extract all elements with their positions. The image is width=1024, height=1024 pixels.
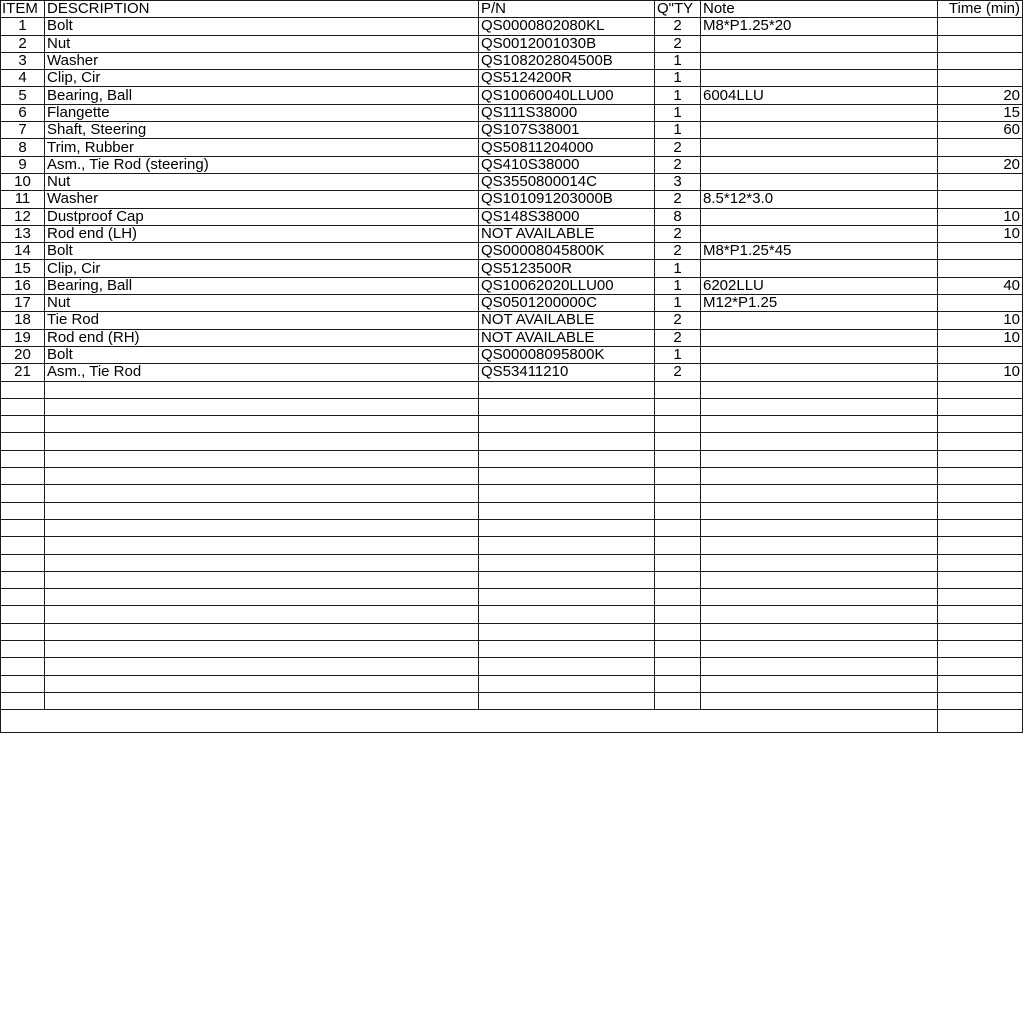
quantity-cell: [655, 468, 701, 485]
time-cell: [938, 606, 1023, 623]
note-cell: [701, 35, 938, 52]
item-cell: 3: [1, 52, 45, 69]
table-row: [1, 104, 1023, 121]
footer-row: [1, 710, 1023, 733]
table-row: [1, 122, 1023, 139]
item-cell: 19: [1, 329, 45, 346]
quantity-cell: [655, 675, 701, 692]
item-cell: [1, 502, 45, 519]
table-row: [1, 70, 1023, 87]
note-cell: [701, 571, 938, 588]
description-cell: [45, 485, 479, 502]
quantity-cell: 2: [655, 156, 701, 173]
table-row: [1, 191, 1023, 208]
part-number-cell: QS10060040LLU00: [479, 87, 655, 104]
part-number-cell: [479, 571, 655, 588]
header-row: [1, 1, 1023, 18]
part-number-cell: [479, 640, 655, 657]
table-row: [1, 87, 1023, 104]
note-cell: 6004LLU: [701, 87, 938, 104]
part-number-cell: QS00008045800K: [479, 243, 655, 260]
item-cell: [1, 468, 45, 485]
quantity-cell: 2: [655, 364, 701, 381]
description-cell: [45, 502, 479, 519]
part-number-cell: QS53411210: [479, 364, 655, 381]
time-cell: [938, 70, 1023, 87]
item-cell: [1, 485, 45, 502]
quantity-cell: [655, 640, 701, 657]
table-body: [1, 18, 1023, 710]
part-number-cell: QS0012001030B: [479, 35, 655, 52]
time-cell: [938, 398, 1023, 415]
empty-table-row: [1, 589, 1023, 606]
empty-table-row: [1, 537, 1023, 554]
note-cell: 8.5*12*3.0: [701, 191, 938, 208]
note-cell: [701, 416, 938, 433]
item-cell: 20: [1, 346, 45, 363]
description-cell: [45, 554, 479, 571]
note-cell: [701, 692, 938, 709]
table-row: [1, 260, 1023, 277]
part-number-cell: [479, 537, 655, 554]
note-cell: [701, 70, 938, 87]
quantity-cell: 1: [655, 122, 701, 139]
part-number-cell: [479, 606, 655, 623]
item-cell: 12: [1, 208, 45, 225]
item-cell: 10: [1, 173, 45, 190]
description-cell: [45, 433, 479, 450]
item-cell: [1, 606, 45, 623]
description-cell: [45, 416, 479, 433]
description-cell: Tie Rod: [45, 312, 479, 329]
time-cell: [938, 502, 1023, 519]
table-row: [1, 139, 1023, 156]
description-cell: Flangette: [45, 104, 479, 121]
header-item: ITEM: [1, 1, 45, 18]
quantity-cell: [655, 658, 701, 675]
part-number-cell: [479, 589, 655, 606]
time-cell: 10: [938, 364, 1023, 381]
time-cell: [938, 692, 1023, 709]
note-cell: [701, 312, 938, 329]
time-cell: [938, 675, 1023, 692]
note-cell: M12*P1.25: [701, 295, 938, 312]
time-cell: 10: [938, 329, 1023, 346]
time-cell: [938, 243, 1023, 260]
table-row: [1, 312, 1023, 329]
description-cell: Bearing, Ball: [45, 87, 479, 104]
item-cell: [1, 658, 45, 675]
item-cell: [1, 554, 45, 571]
description-cell: Rod end (LH): [45, 225, 479, 242]
quantity-cell: 1: [655, 87, 701, 104]
description-cell: Trim, Rubber: [45, 139, 479, 156]
part-number-cell: QS0000802080KL: [479, 18, 655, 35]
item-cell: [1, 398, 45, 415]
time-cell: [938, 52, 1023, 69]
time-cell: [938, 35, 1023, 52]
note-cell: [701, 589, 938, 606]
note-cell: [701, 537, 938, 554]
quantity-cell: [655, 519, 701, 536]
item-cell: 18: [1, 312, 45, 329]
note-cell: [701, 485, 938, 502]
item-cell: 9: [1, 156, 45, 173]
item-cell: 1: [1, 18, 45, 35]
empty-table-row: [1, 571, 1023, 588]
header-time: Time (min): [938, 1, 1023, 18]
note-cell: M8*P1.25*45: [701, 243, 938, 260]
part-number-cell: [479, 519, 655, 536]
time-cell: [938, 589, 1023, 606]
time-cell: [938, 433, 1023, 450]
part-number-cell: [479, 675, 655, 692]
note-cell: [701, 658, 938, 675]
item-cell: [1, 519, 45, 536]
header-description: DESCRIPTION: [45, 1, 479, 18]
note-cell: [701, 173, 938, 190]
item-cell: [1, 537, 45, 554]
item-cell: [1, 692, 45, 709]
quantity-cell: 2: [655, 18, 701, 35]
time-cell: [938, 295, 1023, 312]
quantity-cell: [655, 554, 701, 571]
note-cell: [701, 502, 938, 519]
description-cell: Washer: [45, 191, 479, 208]
empty-table-row: [1, 433, 1023, 450]
item-cell: 17: [1, 295, 45, 312]
time-cell: [938, 571, 1023, 588]
quantity-cell: [655, 485, 701, 502]
footer-total-cell: [938, 710, 1023, 733]
note-cell: [701, 623, 938, 640]
quantity-cell: 2: [655, 243, 701, 260]
quantity-cell: 2: [655, 329, 701, 346]
time-cell: 15: [938, 104, 1023, 121]
description-cell: [45, 519, 479, 536]
part-number-cell: QS148S38000: [479, 208, 655, 225]
quantity-cell: [655, 381, 701, 398]
quantity-cell: 1: [655, 52, 701, 69]
description-cell: [45, 623, 479, 640]
time-cell: [938, 416, 1023, 433]
table-row: [1, 52, 1023, 69]
part-number-cell: [479, 416, 655, 433]
table-row: [1, 277, 1023, 294]
part-number-cell: [479, 658, 655, 675]
note-cell: [701, 104, 938, 121]
note-cell: [701, 208, 938, 225]
part-number-cell: NOT AVAILABLE: [479, 225, 655, 242]
part-number-cell: [479, 623, 655, 640]
part-number-cell: [479, 554, 655, 571]
item-cell: [1, 433, 45, 450]
empty-table-row: [1, 502, 1023, 519]
quantity-cell: [655, 623, 701, 640]
quantity-cell: [655, 589, 701, 606]
part-number-cell: [479, 468, 655, 485]
part-number-cell: [479, 692, 655, 709]
quantity-cell: [655, 537, 701, 554]
table-row: [1, 243, 1023, 260]
description-cell: Shaft, Steering: [45, 122, 479, 139]
time-cell: 20: [938, 156, 1023, 173]
description-cell: Washer: [45, 52, 479, 69]
description-cell: [45, 571, 479, 588]
description-cell: [45, 589, 479, 606]
part-number-cell: QS10062020LLU00: [479, 277, 655, 294]
quantity-cell: 1: [655, 260, 701, 277]
note-cell: [701, 519, 938, 536]
part-number-cell: [479, 450, 655, 467]
note-cell: [701, 225, 938, 242]
item-cell: 2: [1, 35, 45, 52]
quantity-cell: [655, 606, 701, 623]
header-part-number: P/N: [479, 1, 655, 18]
item-cell: [1, 589, 45, 606]
time-cell: [938, 260, 1023, 277]
table-row: [1, 364, 1023, 381]
item-cell: 16: [1, 277, 45, 294]
empty-table-row: [1, 468, 1023, 485]
note-cell: [701, 398, 938, 415]
empty-table-row: [1, 640, 1023, 657]
note-cell: [701, 139, 938, 156]
time-cell: [938, 450, 1023, 467]
note-cell: [701, 450, 938, 467]
quantity-cell: [655, 433, 701, 450]
note-cell: [701, 329, 938, 346]
time-cell: [938, 139, 1023, 156]
description-cell: Bolt: [45, 243, 479, 260]
description-cell: Asm., Tie Rod: [45, 364, 479, 381]
empty-table-row: [1, 675, 1023, 692]
quantity-cell: [655, 502, 701, 519]
time-cell: [938, 18, 1023, 35]
item-cell: 4: [1, 70, 45, 87]
table-row: [1, 295, 1023, 312]
quantity-cell: 2: [655, 191, 701, 208]
part-number-cell: QS111S38000: [479, 104, 655, 121]
note-cell: [701, 606, 938, 623]
empty-table-row: [1, 381, 1023, 398]
time-cell: [938, 468, 1023, 485]
time-cell: [938, 658, 1023, 675]
quantity-cell: 2: [655, 312, 701, 329]
note-cell: [701, 364, 938, 381]
time-cell: [938, 640, 1023, 657]
quantity-cell: 1: [655, 104, 701, 121]
time-cell: [938, 346, 1023, 363]
item-cell: [1, 623, 45, 640]
note-cell: [701, 554, 938, 571]
part-number-cell: [479, 381, 655, 398]
item-cell: 15: [1, 260, 45, 277]
part-number-cell: NOT AVAILABLE: [479, 312, 655, 329]
part-number-cell: QS0501200000C: [479, 295, 655, 312]
item-cell: 13: [1, 225, 45, 242]
part-number-cell: QS5124200R: [479, 70, 655, 87]
quantity-cell: [655, 571, 701, 588]
header-note: Note: [701, 1, 938, 18]
time-cell: [938, 537, 1023, 554]
description-cell: [45, 381, 479, 398]
part-number-cell: [479, 433, 655, 450]
quantity-cell: 1: [655, 295, 701, 312]
part-number-cell: QS107S38001: [479, 122, 655, 139]
note-cell: [701, 468, 938, 485]
empty-table-row: [1, 450, 1023, 467]
part-number-cell: NOT AVAILABLE: [479, 329, 655, 346]
quantity-cell: 2: [655, 225, 701, 242]
quantity-cell: 2: [655, 139, 701, 156]
empty-table-row: [1, 658, 1023, 675]
header-quantity: Q"TY: [655, 1, 701, 18]
note-cell: [701, 156, 938, 173]
description-cell: [45, 692, 479, 709]
quantity-cell: [655, 398, 701, 415]
description-cell: [45, 468, 479, 485]
description-cell: Nut: [45, 295, 479, 312]
description-cell: Clip, Cir: [45, 70, 479, 87]
quantity-cell: 2: [655, 35, 701, 52]
table-row: [1, 225, 1023, 242]
table-row: [1, 156, 1023, 173]
note-cell: [701, 122, 938, 139]
item-cell: 7: [1, 122, 45, 139]
item-cell: 11: [1, 191, 45, 208]
note-cell: [701, 433, 938, 450]
table-row: [1, 173, 1023, 190]
description-cell: Dustproof Cap: [45, 208, 479, 225]
note-cell: [701, 52, 938, 69]
description-cell: [45, 398, 479, 415]
note-cell: M8*P1.25*20: [701, 18, 938, 35]
table-row: [1, 35, 1023, 52]
time-cell: 10: [938, 225, 1023, 242]
time-cell: [938, 191, 1023, 208]
empty-table-row: [1, 398, 1023, 415]
time-cell: [938, 485, 1023, 502]
quantity-cell: [655, 450, 701, 467]
footer-label-cell: [1, 710, 938, 733]
empty-table-row: [1, 623, 1023, 640]
quantity-cell: 8: [655, 208, 701, 225]
time-cell: 10: [938, 208, 1023, 225]
part-number-cell: QS00008095800K: [479, 346, 655, 363]
time-cell: 40: [938, 277, 1023, 294]
part-number-cell: QS5123500R: [479, 260, 655, 277]
quantity-cell: 1: [655, 277, 701, 294]
item-cell: 21: [1, 364, 45, 381]
table-row: [1, 208, 1023, 225]
quantity-cell: 3: [655, 173, 701, 190]
item-cell: [1, 450, 45, 467]
note-cell: [701, 260, 938, 277]
table-row: [1, 329, 1023, 346]
description-cell: Asm., Tie Rod (steering): [45, 156, 479, 173]
empty-table-row: [1, 416, 1023, 433]
description-cell: [45, 537, 479, 554]
table-row: [1, 18, 1023, 35]
empty-table-row: [1, 606, 1023, 623]
part-number-cell: [479, 398, 655, 415]
item-cell: 5: [1, 87, 45, 104]
item-cell: [1, 675, 45, 692]
description-cell: Nut: [45, 35, 479, 52]
description-cell: Rod end (RH): [45, 329, 479, 346]
time-cell: [938, 623, 1023, 640]
time-cell: 60: [938, 122, 1023, 139]
description-cell: [45, 658, 479, 675]
part-number-cell: QS50811204000: [479, 139, 655, 156]
item-cell: [1, 571, 45, 588]
time-cell: [938, 519, 1023, 536]
description-cell: Nut: [45, 173, 479, 190]
description-cell: [45, 675, 479, 692]
empty-table-row: [1, 554, 1023, 571]
description-cell: [45, 450, 479, 467]
quantity-cell: 1: [655, 70, 701, 87]
part-number-cell: [479, 502, 655, 519]
description-cell: Bolt: [45, 346, 479, 363]
description-cell: [45, 606, 479, 623]
item-cell: 6: [1, 104, 45, 121]
quantity-cell: [655, 416, 701, 433]
time-cell: [938, 554, 1023, 571]
item-cell: 8: [1, 139, 45, 156]
part-number-cell: QS101091203000B: [479, 191, 655, 208]
time-cell: [938, 173, 1023, 190]
part-number-cell: QS108202804500B: [479, 52, 655, 69]
item-cell: [1, 640, 45, 657]
quantity-cell: 1: [655, 346, 701, 363]
time-cell: 10: [938, 312, 1023, 329]
empty-table-row: [1, 692, 1023, 709]
empty-table-row: [1, 519, 1023, 536]
note-cell: [701, 381, 938, 398]
description-cell: Bolt: [45, 18, 479, 35]
note-cell: [701, 346, 938, 363]
item-cell: [1, 416, 45, 433]
description-cell: Clip, Cir: [45, 260, 479, 277]
part-number-cell: QS3550800014C: [479, 173, 655, 190]
note-cell: [701, 675, 938, 692]
table-row: [1, 346, 1023, 363]
note-cell: 6202LLU: [701, 277, 938, 294]
item-cell: 14: [1, 243, 45, 260]
time-cell: 20: [938, 87, 1023, 104]
part-number-cell: [479, 485, 655, 502]
quantity-cell: [655, 692, 701, 709]
time-cell: [938, 381, 1023, 398]
item-cell: [1, 381, 45, 398]
note-cell: [701, 640, 938, 657]
part-number-cell: QS410S38000: [479, 156, 655, 173]
description-cell: Bearing, Ball: [45, 277, 479, 294]
empty-table-row: [1, 485, 1023, 502]
description-cell: [45, 640, 479, 657]
